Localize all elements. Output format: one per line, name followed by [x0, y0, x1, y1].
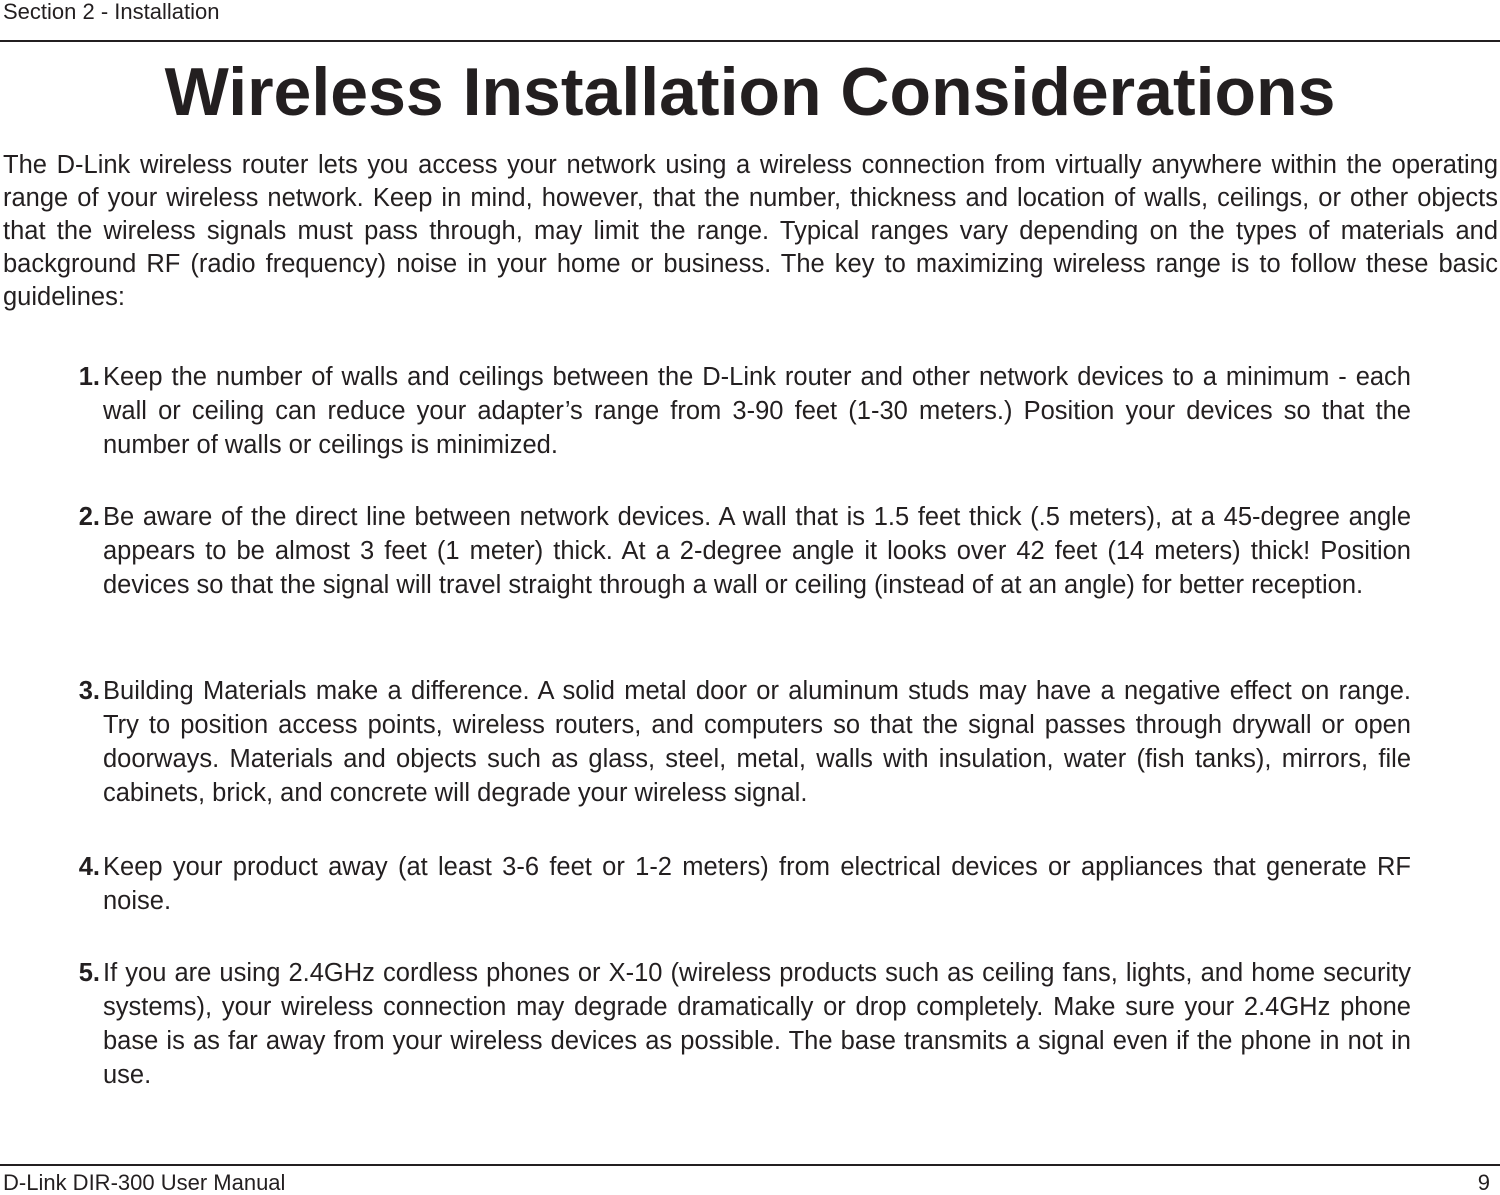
- guideline-number: 3.: [78, 677, 100, 705]
- header-divider: [0, 40, 1500, 42]
- guideline-number: 4.: [78, 853, 100, 881]
- guideline-number: 2.: [78, 503, 100, 531]
- page-number: 9: [1477, 1170, 1490, 1195]
- page-title: Wireless Installation Considerations: [164, 54, 1336, 130]
- guideline-text: Keep the number of walls and ceilings between the D-Link router and other network devices to a minimum - each wall or ceiling can reduce your adapter’s range from 3-90 feet (1-30 meters.) Position your devices so that the number of walls or ceilings is minimized.: [103, 363, 1411, 459]
- guideline-text: If you are using 2.4GHz cordless phones or X-10 (wireless products such as ceiling fans, lights, and home security systems), your wireless connection may degrade dramatically or drop completely. Make sure your 2.4GHz phone base is as far away from your wireless devices as possible. The base transmits a signal even if the phone in not in use.: [103, 959, 1411, 1089]
- footer-divider: [0, 1164, 1500, 1166]
- guideline-text: Be aware of the direct line between network devices. A wall that is 1.5 feet thick (.5 meters), at a 45-degree angle appears to be almost 3 feet (1 meter) thick. At a 2-degree angle it looks over 42 feet (14 meters) thick! Position devices so that the signal will travel straight through a wall or ceiling (instead of at an angle) for better reception.: [103, 503, 1411, 599]
- guideline-number: 1.: [78, 363, 100, 391]
- guideline-text: Keep your product away (at least 3-6 feet or 1-2 meters) from electrical devices or appliances that generate RF noise.: [103, 853, 1411, 915]
- intro-paragraph: The D-Link wireless router lets you access your network using a wireless connection from virtually anywhere within the operating range of your wireless network. Keep in mind, however, that the number, thickness and location of walls, ceilings, or other objects that the wireless signals must pass through, may limit the range. Typical ranges vary depending on the types of materials and background RF (radio frequency) noise in your home or business. The key to maximizing wireless range is to follow these basic guidelines:: [3, 151, 1498, 311]
- section-header: Section 2 - Installation: [3, 0, 220, 24]
- guideline-number: 5.: [78, 959, 100, 987]
- guideline-text: Building Materials make a difference. A solid metal door or aluminum studs may have a negative effect on range. Try to position access points, wireless routers, and computers so that the signal passes through drywall or open doorways. Materials and objects such as glass, steel, metal, walls with insulation, water (fish tanks), mirrors, file cabinets, brick, and concrete will degrade your wireless signal.: [103, 677, 1411, 807]
- manual-name: D-Link DIR-300 User Manual: [3, 1170, 286, 1195]
